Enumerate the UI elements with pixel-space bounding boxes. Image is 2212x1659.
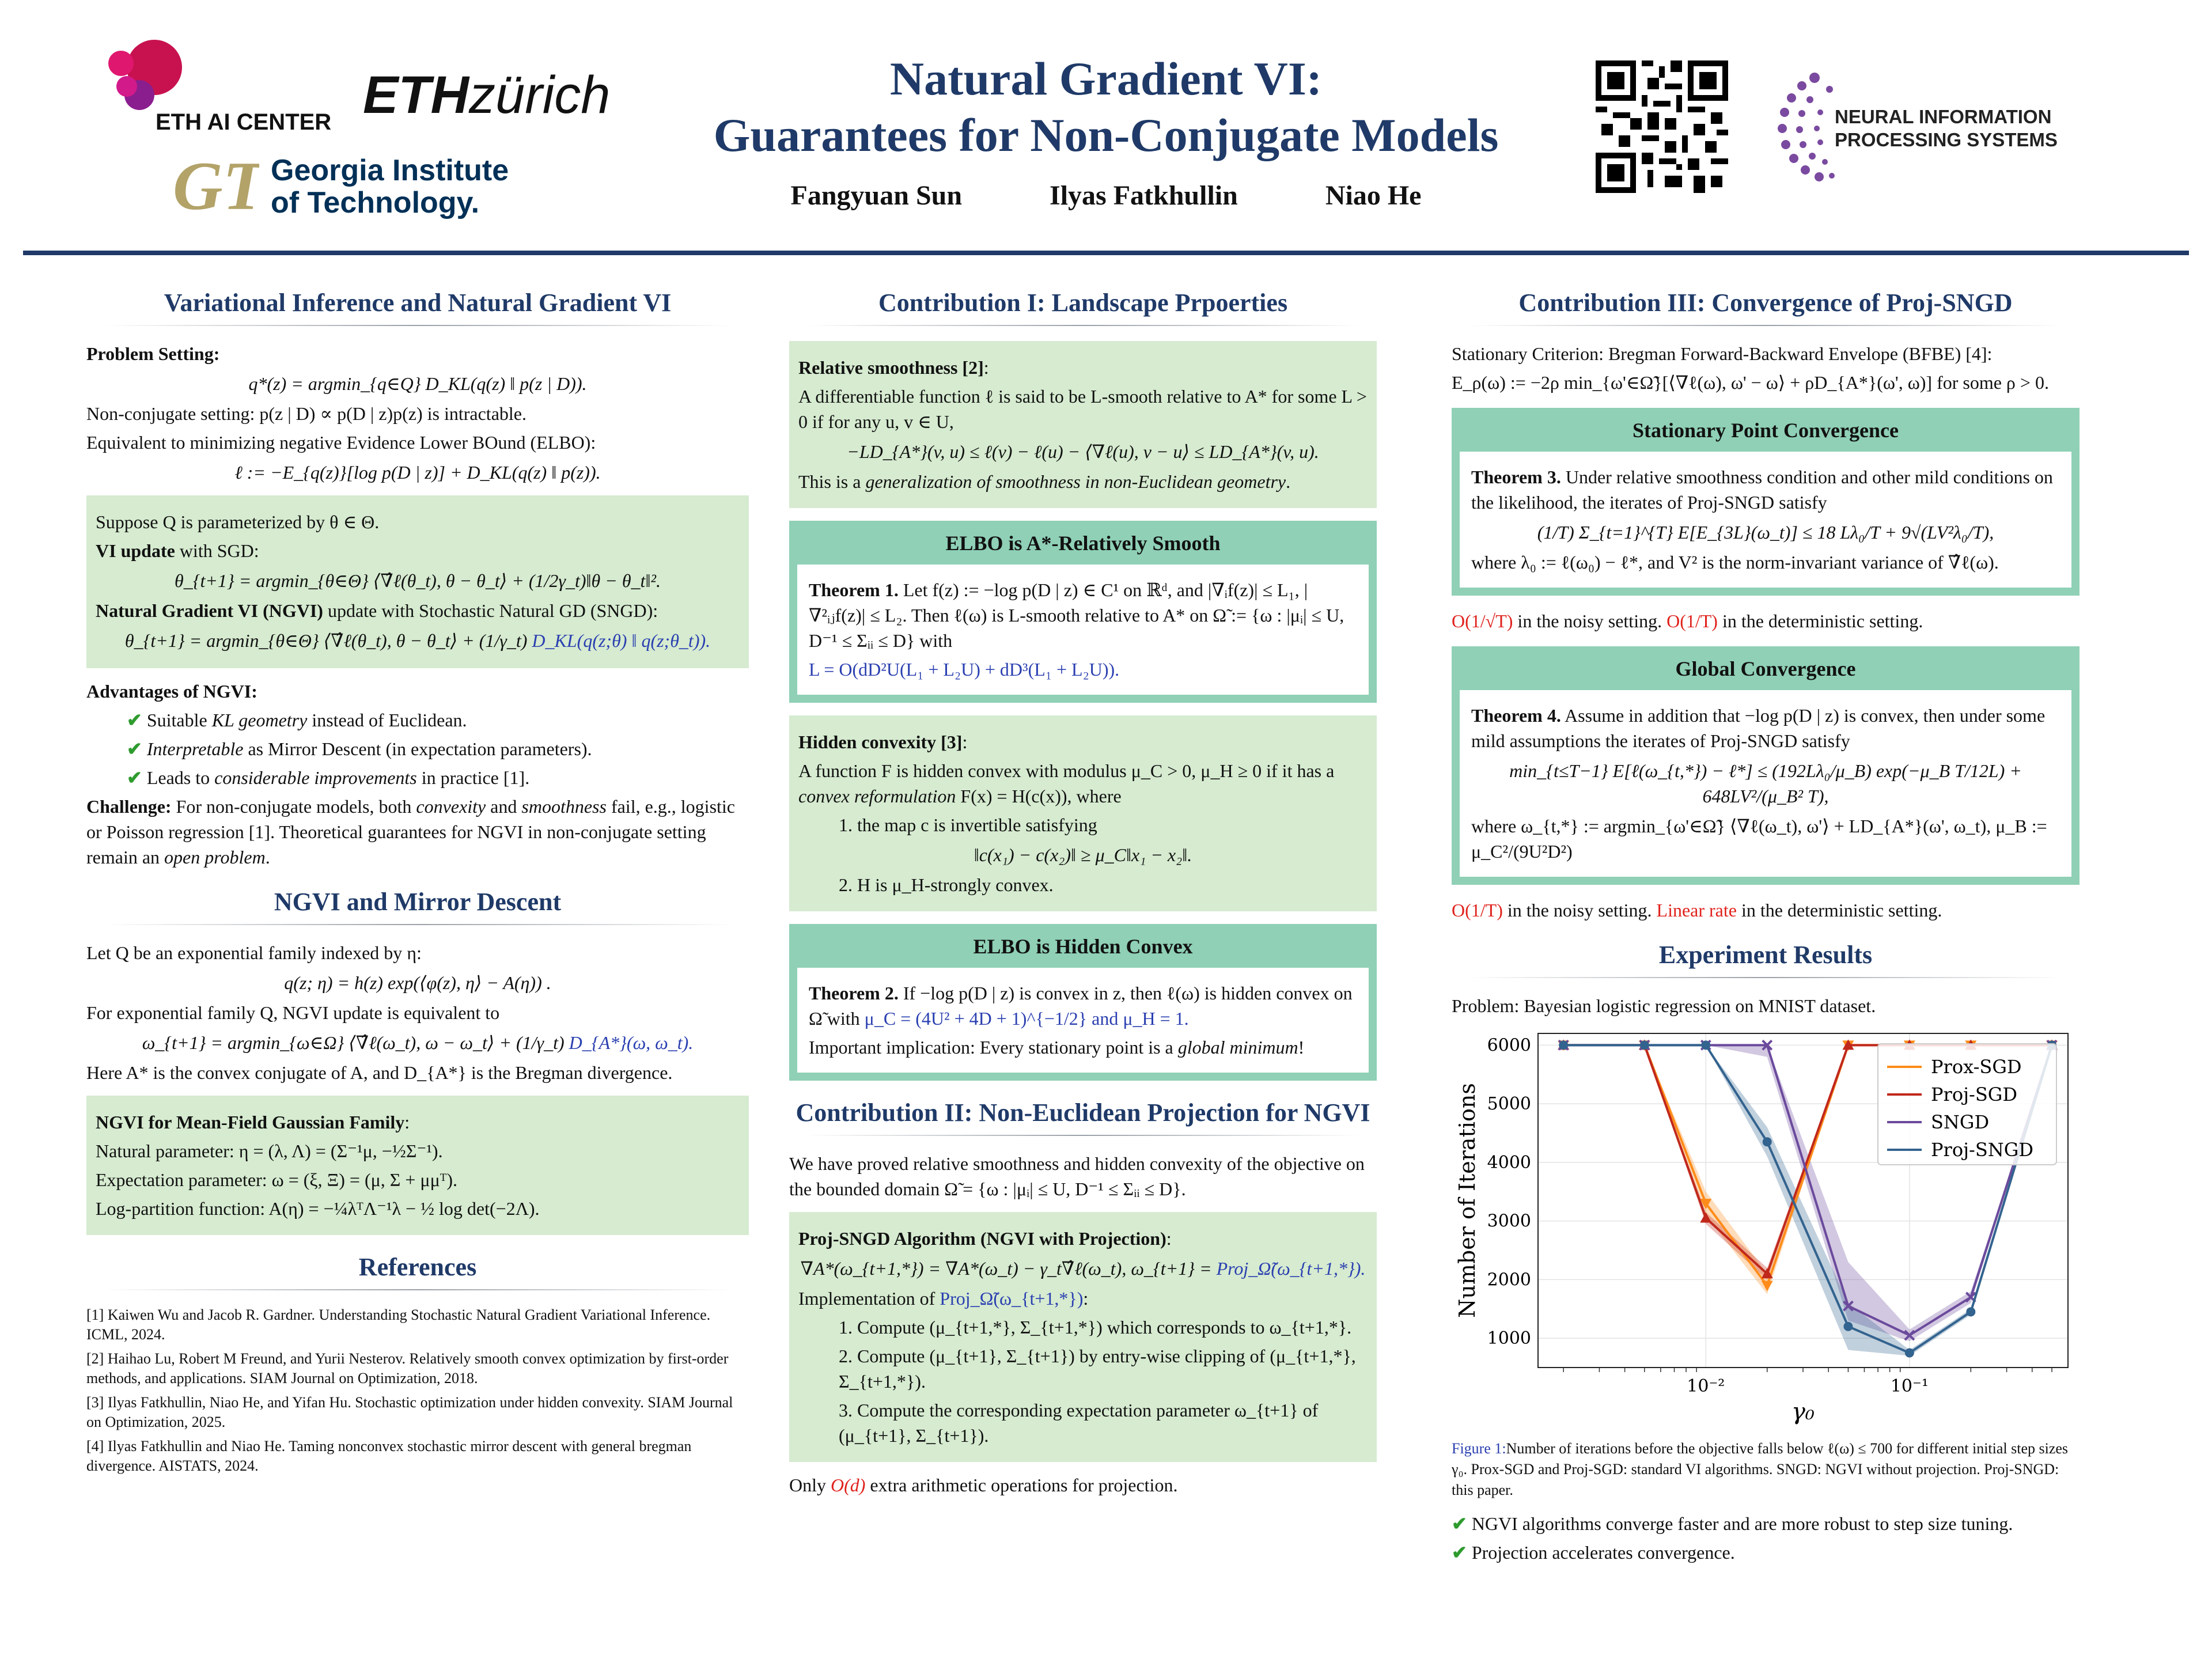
theorem-1-box-title: ELBO is A*-Relatively Smooth xyxy=(945,532,1221,555)
bfbe-definition: E_ρ(ω) := −2ρ min_{ω'∈Ω̃}[⟨∇ℓ(ω), ω' − ω⟩ + ρD_{A*}(ω', ω)] for some ρ > 0. xyxy=(1452,372,2049,393)
stationary-criterion: Stationary Criterion: Bregman Forward-Backward Envelope (BFBE) [4]: xyxy=(1452,343,1993,364)
data-point-proj-sngd xyxy=(1640,1040,1649,1050)
hc-item-2: 2. H is μ_H-strongly convex. xyxy=(839,874,1054,895)
algorithm-step-1: 1. Compute (μ_{t+1,*}, Σ_{t+1,*}) which corresponds to ω_{t+1,*}. xyxy=(839,1317,1352,1338)
challenge-paragraph: Challenge: For non-conjugate models, both convexity and smoothness fail, e.g., logistic or Poisson regression [1]. Theoretical guarantees for NGVI in non-conjugate setting remain an open problem. xyxy=(86,796,735,868)
hidden-convexity-box: Hidden convexity [3]: A function F is hidden convex with modulus μ_C > 0, μ_H ≥ 0 if it has a convex reformulation F(x) = H(c(x)), where 1. the map c is invertible satisfying ‖c(x₁) − c(x₂)‖ ≥ μ_C‖x₁ − x₂‖. 2. H is μ_H-strongly convex. xyxy=(789,715,1377,911)
column-right xyxy=(1452,271,2080,1569)
reference-2: [2] Haihao Lu, Robert M Freund, and Yurii Nesterov. Relatively smooth convex optimization by first-order methods, and applications. SIAM Journal on Optimization, 2018. xyxy=(86,1350,729,1387)
neurips-line1: NEURAL INFORMATION xyxy=(1835,106,2052,127)
advantage-item-2: ✔ Interpretable as Mirror Descent (in expectation parameters). xyxy=(127,738,592,759)
section-divider xyxy=(104,325,732,326)
theorem-2-box-title: ELBO is Hidden Convex xyxy=(973,935,1193,958)
check-icon: ✔ xyxy=(1452,1542,1467,1563)
theorem-1-L: L = O(dD²U(L₁ + L₂U) + dD³(L₁ + L₂U)). xyxy=(809,659,1120,680)
y-tick-label: 4000 xyxy=(1487,1152,1531,1173)
log-partition: Log-partition function: A(η) = −¼λᵀΛ⁻¹λ − ½ log det(−2Λ). xyxy=(96,1198,540,1219)
neurips-logo-text xyxy=(1835,105,2058,151)
data-point-proj-sngd xyxy=(1701,1040,1710,1050)
mean-field-heading: NGVI for Mean-Field Gaussian Family xyxy=(96,1112,405,1132)
section-title-contribution-1: Contribution I: Landscape Prpoerties xyxy=(878,289,1288,317)
data-point-proj-sngd xyxy=(1763,1137,1772,1146)
section-divider xyxy=(806,325,1359,326)
theorem-1-label: Theorem 1. xyxy=(809,579,899,600)
advantage-item-3: ✔ Leads to considerable improvements in practice [1]. xyxy=(127,767,530,788)
eth-zurich-eth: ETH xyxy=(363,66,469,124)
algorithm-step-3: 3. Compute the corresponding expectation parameter ω_{t+1} of (μ_{t+1}, Σ_{t+1}). xyxy=(839,1400,1319,1446)
data-point-proj-sngd xyxy=(1905,1349,1914,1358)
hc-equation: ‖c(x₁) − c(x₂)‖ ≥ μ_C‖x₁ − x₂‖. xyxy=(974,844,1192,865)
title-line1: Natural Gradient VI: xyxy=(889,52,1323,105)
md-equation2: ω_{t+1} = argmin_{ω∈Ω} ⟨∇̂ℓ(ω_t), ω − ω_t⟩ + (1/γ_t) D_{A*}(ω, ω_t). xyxy=(142,1032,694,1053)
only-od-text: Only O(d) extra arithmetic operations for projection. xyxy=(789,1475,1178,1495)
section-divider xyxy=(806,1135,1359,1136)
natural-parameter: Natural parameter: η = (λ, Λ) = (Σ⁻¹μ, −½Σ⁻¹). xyxy=(96,1141,443,1161)
figure-caption: Figure 1:Number of iterations before the objective falls below ℓ(ω) ≤ 700 for different initial step sizes γ₀. Prox-SGD and Proj-SGD: standard VI algorithms. SNGD: NGVI without projection. Proj-SNGD: this paper. xyxy=(1452,1440,2069,1498)
y-tick-label: 3000 xyxy=(1487,1211,1531,1232)
data-point-proj-sngd xyxy=(1966,1307,1975,1316)
md-equation1: q(z; η) = h(z) exp(⟨φ(z), η⟩ − A(η)) . xyxy=(284,972,551,993)
x-tick-label: 10⁻² xyxy=(1687,1376,1725,1396)
check-icon: ✔ xyxy=(127,767,142,788)
theorem-4-equation: min_{t≤T−1} E[ℓ(ω_{t,*}) − ℓ*] ≤ (192Lλ₀/μ_B) exp(−μ_B T/12L) + 648LV²/(μ_B² T), xyxy=(1509,760,2022,806)
theorem-3-box-title: Stationary Point Convergence xyxy=(1633,419,1899,442)
ngvi-eq-kl: D_KL(q(z;θ) ‖ q(z;θ_t)). xyxy=(532,630,711,651)
theorem-1-box: ELBO is A*-Relatively Smooth Theorem 1. Let f(z) := −log p(D | z) ∈ C¹ on ℝᵈ, and |∇ᵢf(z)| ≤ L₁, |∇²ᵢⱼf(z)| ≤ L₂. Then ℓ(ω) is L-smooth relative to A* on Ω̃ := {ω : |μᵢ| ≤ U, D⁻¹ ≤ Σᵢᵢ ≤ D} with L = O(dD²U(L₁ + L₂U) + dD³(L₁ + L₂U)). xyxy=(789,521,1377,703)
author-3: Niao He xyxy=(1325,180,1422,211)
ngvi-label: Natural Gradient VI (NGVI) xyxy=(96,600,323,621)
author-list xyxy=(0,180,2212,211)
md-line3: Here A* is the convex conjugate of A, and D_{A*} is the Bregman divergence. xyxy=(86,1062,673,1083)
vi-update-label: VI update xyxy=(96,540,175,561)
data-point-proj-sngd xyxy=(1559,1040,1568,1050)
ngvi-eq-part: θ_{t+1} = argmin_{θ∈Θ} ⟨∇̂ℓ(θ_t), θ − θ_t⟩ + (1/γ_t) xyxy=(124,630,532,651)
y-tick-label: 2000 xyxy=(1487,1270,1531,1290)
header-rule xyxy=(23,251,2189,255)
x-axis-label: γ₀ xyxy=(1791,1399,1815,1425)
section-divider xyxy=(1469,325,2062,326)
section-title-md: NGVI and Mirror Descent xyxy=(274,888,562,916)
elbo-intro: Equivalent to minimizing negative Evidence Lower BOund (ELBO): xyxy=(86,432,596,453)
section-divider xyxy=(1469,977,2062,978)
check-icon: ✔ xyxy=(1452,1513,1467,1534)
vi-update-equation: θ_{t+1} = argmin_{θ∈Θ} ⟨∇̂ℓ(θ_t), θ − θ_t⟩ + (1/2γ_t)‖θ − θ_t‖². xyxy=(174,570,661,591)
column-left xyxy=(86,271,749,1480)
section-divider xyxy=(104,924,732,925)
author-2: Ilyas Fatkhullin xyxy=(1050,180,1238,211)
check-icon: ✔ xyxy=(127,738,142,759)
y-tick-label: 5000 xyxy=(1487,1094,1531,1115)
section-title-references: References xyxy=(358,1253,477,1281)
theorem-2-box: ELBO is Hidden Convex Theorem 2. If −log p(D | z) is convex in z, then ℓ(ω) is hidden convex on Ω̃ with μ_C = (4U² + 4D + 1)^{−1/2} and μ_H = 1. Important implication: Every stationary point is a global minimum! xyxy=(789,924,1377,1081)
elbo-equation: ℓ := −E_{q(z)}[log p(D | z)] + D_KL(q(z) ‖ p(z)). xyxy=(234,462,601,483)
conclusion-2: ✔ Projection accelerates convergence. xyxy=(1452,1542,1735,1563)
theorem-4-label: Theorem 4. xyxy=(1471,705,1561,726)
y-tick-label: 6000 xyxy=(1487,1035,1531,1056)
rate-statement-2: O(1/T) in the noisy setting. Linear rate in the deterministic setting. xyxy=(1452,900,1942,921)
problem-equation: q*(z) = argmin_{q∈Q} D_KL(q(z) ‖ p(z | D)). xyxy=(248,373,587,394)
mean-field-box: NGVI for Mean-Field Gaussian Family: Natural parameter: η = (λ, Λ) = (Σ⁻¹μ, −½Σ⁻¹). Expectation parameter: ω = (ξ, Ξ) = (μ, Σ + μμᵀ). Log-partition function: A(η) = −¼λᵀΛ⁻¹λ − ½ log det(−2Λ). xyxy=(86,1096,749,1235)
section-title-experiments: Experiment Results xyxy=(1658,941,1873,969)
reference-4: [4] Ilyas Fatkhullin and Niao He. Taming nonconvex stochastic mirror descent with general bregman divergence. AISTATS, 2024. xyxy=(86,1438,692,1474)
neurips-line2: PROCESSING SYSTEMS xyxy=(1835,129,2058,150)
data-point-proj-sngd xyxy=(1843,1322,1853,1331)
section-title-contribution-3: Contribution III: Convergence of Proj-SNGD xyxy=(1518,289,2013,317)
reference-1: [1] Kaiwen Wu and Jacob R. Gardner. Understanding Stochastic Natural Gradient Variational Inference. ICML, 2024. xyxy=(86,1306,711,1343)
algorithm-heading: Proj-SNGD Algorithm (NGVI with Projection) xyxy=(798,1228,1166,1249)
rs-equation: −LD_{A*}(v, u) ≤ ℓ(v) − ℓ(u) − ⟨∇ℓ(u), v − u⟩ ≤ LD_{A*}(v, u). xyxy=(847,441,1319,462)
algorithm-box: Proj-SNGD Algorithm (NGVI with Projection): ∇A*(ω_{t+1,*}) = ∇A*(ω_t) − γ_t∇̂ℓ(ω_t), ω_{t+1} = Proj_Ω̃(ω_{t+1,*}). Implementation of Proj_Ω̃(ω_{t+1,*}): 1. Compute (μ_{t+1,*}, Σ_{t+1,*}) which corresponds to ω_{t+1,*}. 2. Compute (μ_{t+1}, Σ_{t+1}) by entry-wise clipping of (μ_{t+1,*}, Σ_{t+1,*}). 3. Compute the corresponding expectation parameter ω_{t+1} of (μ_{t+1}, Σ_{t+1}). xyxy=(789,1212,1377,1462)
param-text: Suppose Q is parameterized by θ ∈ Θ. xyxy=(96,512,380,532)
section-title-contribution-2: Contribution II: Non-Euclidean Projection for NGVI xyxy=(796,1099,1370,1127)
md-line1: Let Q be an exponential family indexed by η: xyxy=(86,942,422,963)
figure-label: Figure 1: xyxy=(1452,1440,1506,1457)
advantage-item-1: ✔ Suitable KL geometry instead of Euclidean. xyxy=(127,710,467,730)
check-icon: ✔ xyxy=(127,710,142,730)
legend-label: Proj-SGD xyxy=(1931,1084,2017,1105)
y-axis-label: Number of Iterations xyxy=(1455,1083,1480,1318)
experiment-problem: Problem: Bayesian logistic regression on MNIST dataset. xyxy=(1452,995,1876,1016)
legend-label: Proj-SNGD xyxy=(1931,1139,2033,1161)
theorem-3-box: Stationary Point Convergence Theorem 3. Under relative smoothness condition and other mild conditions on the likelihood, the iterates of Proj-SNGD satisfy (1/T) Σ_{t=1}^{T} E[E_{3L}(ω_t)] ≤ 18 Lλ₀/T + 9√(LV²λ₀/T), where λ₀ := ℓ(ω₀) − ℓ*, and V² is the norm-invariant variance of ∇̂ℓ(ω). xyxy=(1452,408,2080,596)
column-middle xyxy=(789,271,1377,1501)
projection-intro: We have proved relative smoothness and hidden convexity of the objective on the bounded domain Ω̃ = {ω : |μᵢ| ≤ U, D⁻¹ ≤ Σᵢᵢ ≤ D}. xyxy=(789,1153,1365,1199)
conclusion-1: ✔ NGVI algorithms converge faster and are more robust to step size tuning. xyxy=(1452,1513,2013,1534)
vi-update-rest: with SGD: xyxy=(175,540,259,561)
author-1: Fangyuan Sun xyxy=(790,180,963,211)
theorem-4-where: where ω_{t,*} := argmin_{ω'∈Ω̃} ⟨∇ℓ(ω_t), ω'⟩ + LD_{A*}(ω', ω_t), μ_B := μ_C²/(9U²D²) xyxy=(1471,816,2047,862)
eth-ai-center-text: ETH AI CENTER xyxy=(156,109,332,135)
problem-heading: Problem Setting: xyxy=(86,343,220,364)
rs-definition: A differentiable function ℓ is said to be L-smooth relative to A* for some L > 0 if for any u, v ∈ U, xyxy=(798,386,1367,432)
y-tick-label: 1000 xyxy=(1487,1328,1531,1349)
theorem-2-label: Theorem 2. xyxy=(809,983,899,1003)
algorithm-equation: ∇A*(ω_{t+1,*}) = ∇A*(ω_t) − γ_t∇̂ℓ(ω_t), ω_{t+1} = Proj_Ω̃(ω_{t+1,*}). xyxy=(800,1258,1366,1279)
expectation-parameter: Expectation parameter: ω = (ξ, Ξ) = (μ, Σ + μμᵀ). xyxy=(96,1169,457,1190)
legend-label: SNGD xyxy=(1931,1111,1990,1133)
algorithm-step-2: 2. Compute (μ_{t+1}, Σ_{t+1}) by entry-wise clipping of (μ_{t+1,*}, Σ_{t+1,*}). xyxy=(839,1346,1356,1392)
advantages-heading: Advantages of NGVI: xyxy=(86,681,257,702)
svg-text:GT: GT xyxy=(173,154,259,218)
rate-statement-1: O(1/√T) in the noisy setting. O(1/T) in the deterministic setting. xyxy=(1452,611,1923,631)
theorem-4-box-title: Global Convergence xyxy=(1675,657,1856,680)
theorem-3-equation: (1/T) Σ_{t=1}^{T} E[E_{3L}(ω_t)] ≤ 18 Lλ₀/T + 9√(LV²λ₀/T), xyxy=(1537,522,1994,543)
section-title-vi: Variational Inference and Natural Gradient VI xyxy=(164,289,672,317)
vi-update-box xyxy=(86,495,749,668)
gt-line1: Georgia Institute xyxy=(271,154,509,187)
theorem-4-box: Global Convergence Theorem 4. Assume in addition that −log p(D | z) is convex, then under some mild assumptions the iterates of Proj-SNGD satisfy min_{t≤T−1} E[ℓ(ω_{t,*}) − ℓ*] ≤ (192Lλ₀/μ_B) exp(−μ_B T/12L) + 648LV²/(μ_B² T), where ω_{t,*} := argmin_{ω'∈Ω̃} ⟨∇ℓ(ω_t), ω'⟩ + LD_{A*}(ω', ω_t), μ_B := μ_C²/(9U²D²) xyxy=(1452,646,2080,885)
gt-line2: of Technology. xyxy=(271,186,480,219)
theorem-3-label: Theorem 3. xyxy=(1471,467,1561,487)
qr-code-icon[interactable] xyxy=(1596,60,1728,193)
reference-3: [3] Ilyas Fatkhullin, Niao He, and Yifan Hu. Stochastic optimization under hidden convexity. SIAM Journal on Optimization, 2025. xyxy=(86,1394,733,1430)
x-tick-label: 10⁻¹ xyxy=(1890,1376,1929,1396)
relative-smoothness-box: Relative smoothness [2]: A differentiable function ℓ is said to be L-smooth relative to A* for some L > 0 if for any u, v ∈ U, −LD_{A*}(v, u) ≤ ℓ(v) − ℓ(u) − ⟨∇ℓ(u), v − u⟩ ≤ LD_{A*}(v, u). This is a generalization of smoothness in non-Euclidean geometry. xyxy=(789,341,1377,508)
ngvi-rest: update with Stochastic Natural GD (SNGD): xyxy=(323,600,658,621)
legend-label: Prox-SGD xyxy=(1931,1056,2022,1078)
neurips-dots-icon xyxy=(1774,66,1843,187)
md-line2: For exponential family Q, NGVI update is equivalent to xyxy=(86,1002,500,1023)
title-line2: Guarantees for Non-Conjugate Models xyxy=(713,109,1499,161)
ngvi-equation xyxy=(96,628,740,653)
iterations-chart xyxy=(1452,1022,2080,1425)
theorem-3-where: where λ₀ := ℓ(ω₀) − ℓ*, and V² is the norm-invariant variance of ∇̂ℓ(ω). xyxy=(1471,552,1999,573)
nonconjugate-text: Non-conjugate setting: p(z | D) ∝ p(D | z)p(z) is intractable. xyxy=(86,403,527,424)
hc-item-1: 1. the map c is invertible satisfying xyxy=(839,815,1097,835)
section-divider xyxy=(104,1289,732,1290)
eth-zurich-city: zürich xyxy=(469,66,611,124)
